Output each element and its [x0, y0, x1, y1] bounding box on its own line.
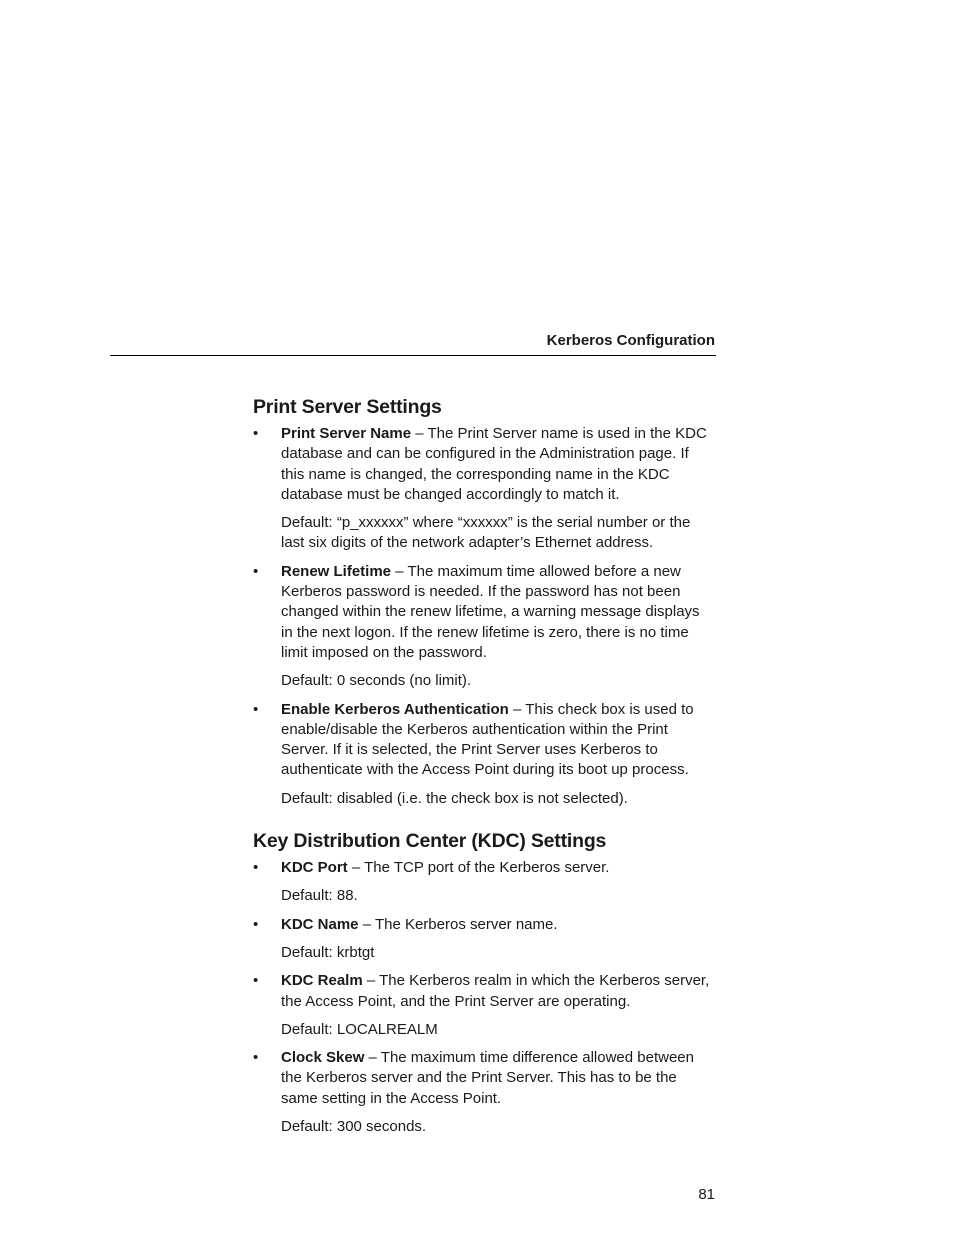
item-description: – This check box is used to enable/disable the Kerberos authentication within the Print Server. If it is selected, the Print Server uses Kerberos to authenticate with the Access Point during its boot up process.: [281, 700, 694, 779]
item-text: [281, 971, 715, 1012]
bullet-icon: •: [253, 562, 259, 580]
bullet-icon: •: [253, 859, 259, 877]
item-term: KDC Name: [281, 915, 359, 933]
item-term: Renew Lifetime: [281, 562, 392, 580]
list-item-kdc-port: [253, 858, 715, 907]
running-head-title: Kerberos Configuration: [546, 332, 715, 349]
page-content: [253, 395, 715, 1137]
item-default: Default: disabled (i.e. the check box is not selected).: [281, 789, 628, 807]
item-text: [281, 700, 715, 781]
list-item-clock-skew: [253, 1048, 715, 1137]
item-text: [281, 915, 715, 935]
list-item-renew-lifetime: [253, 562, 715, 692]
bullet-icon: •: [253, 1049, 259, 1067]
item-text: [281, 562, 715, 663]
item-term: Clock Skew: [281, 1049, 365, 1067]
item-description: – The maximum time difference allowed between the Kerberos server and the Print Server. This has to be the same setting in the Access Point.: [281, 1049, 694, 1107]
item-description: – The Print Server name is used in the KDC database and can be configured in the Administration page. If this name is changed, the corresponding name in the KDC database must be changed accordingly to match it.: [281, 425, 707, 503]
item-term: Enable Kerberos Authentication: [281, 700, 509, 718]
list-item-enable-kerberos-authentication: [253, 700, 715, 809]
bullet-icon: •: [253, 915, 259, 933]
page-number: 81: [698, 1186, 715, 1203]
print-server-settings-list: [253, 424, 715, 809]
item-term: KDC Realm: [281, 972, 363, 990]
bullet-icon: •: [253, 972, 259, 990]
item-text: [281, 424, 715, 505]
item-default: Default: “p_xxxxxx” where “xxxxxx” is the serial number or the last six digits of the network adapter’s Ethernet address.: [281, 514, 691, 552]
item-description: – The Kerberos realm in which the Kerberos server, the Access Point, and the Print Server are operating.: [281, 972, 710, 1010]
list-item-kdc-name: [253, 915, 715, 964]
item-default: Default: LOCALREALM: [281, 1020, 438, 1038]
bullet-icon: •: [253, 425, 259, 442]
section-heading-print-server-settings: Print Server Settings: [253, 396, 442, 418]
list-item-kdc-realm: [253, 971, 715, 1040]
item-description: – The maximum time allowed before a new Kerberos password is needed. If the password has not been changed within the renew lifetime, a warning message displays in the next logon. If the renew lifetime is zero, there is no time limit imposed on the password.: [281, 562, 700, 661]
item-default: Default: 88.: [281, 887, 358, 905]
item-text: [281, 858, 715, 878]
header-rule: [110, 355, 716, 356]
section-heading-kdc-settings: Key Distribution Center (KDC) Settings: [253, 830, 607, 853]
item-default: Default: krbtgt: [281, 943, 375, 961]
list-item-print-server-name: [253, 424, 715, 554]
item-description: – The Kerberos server name.: [358, 915, 558, 933]
item-default: Default: 0 seconds (no limit).: [281, 672, 472, 690]
item-default: Default: 300 seconds.: [281, 1118, 427, 1136]
item-description: – The TCP port of the Kerberos server.: [347, 859, 610, 877]
item-term: Print Server Name: [281, 425, 412, 442]
bullet-icon: •: [253, 700, 259, 718]
item-term: KDC Port: [281, 859, 348, 877]
item-text: [281, 1048, 715, 1109]
kdc-settings-list: [253, 858, 715, 1137]
